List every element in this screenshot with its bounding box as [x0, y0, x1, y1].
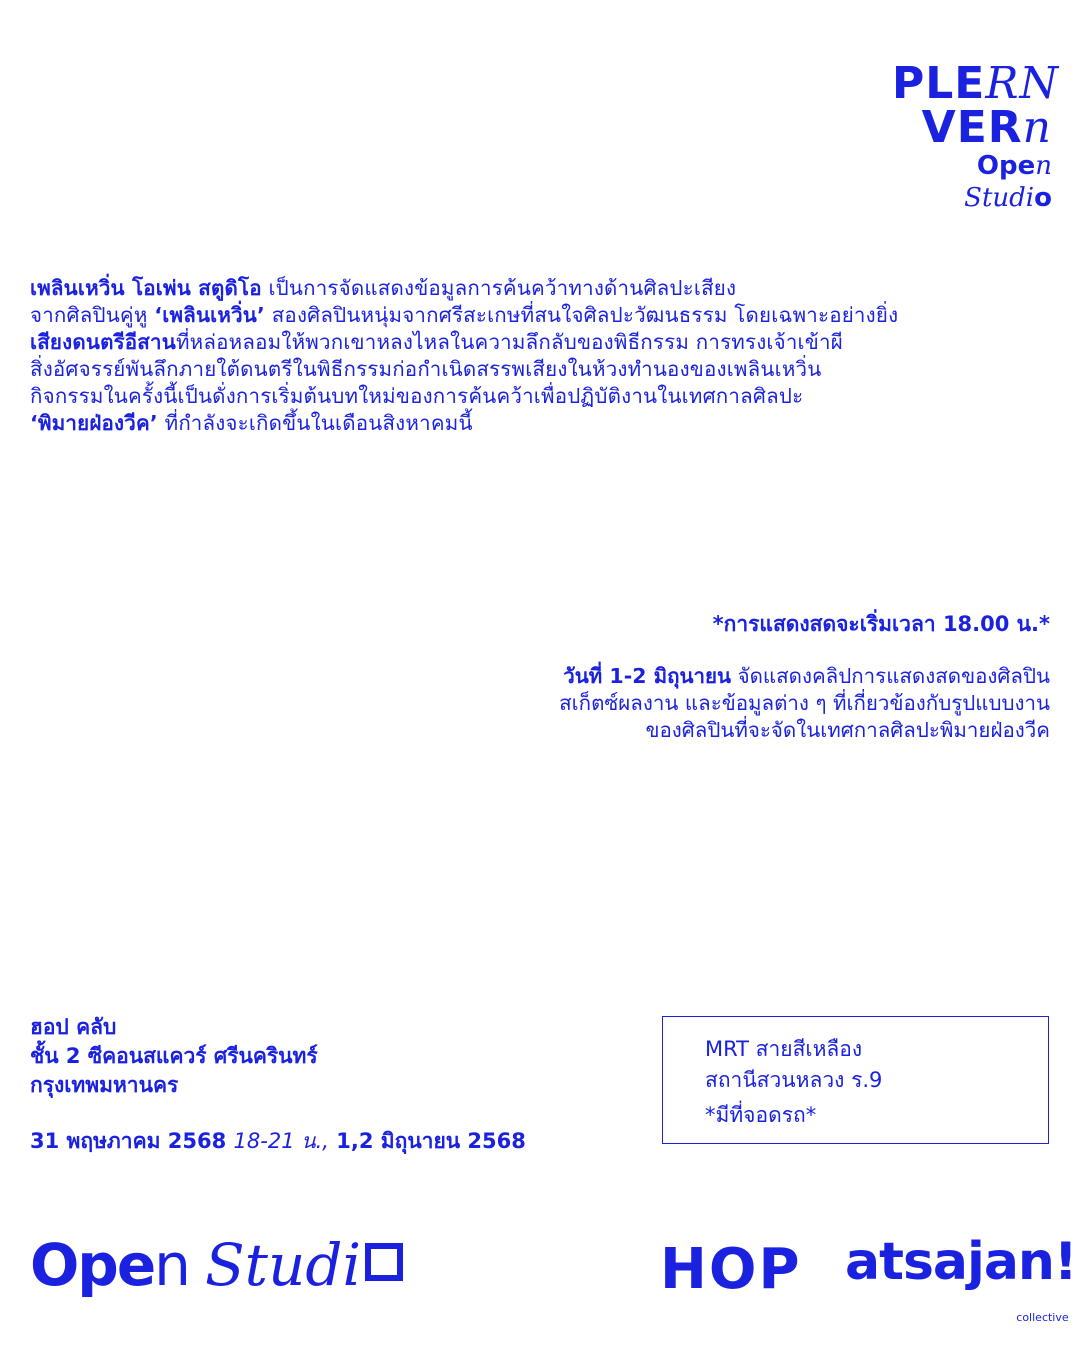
live-performance-note: *การแสดงสดจะเริ่มเวลา 18.00 น.* — [712, 612, 1050, 636]
intro-line-4: สิ่งอัศจรรย์พันลึกภายใต้ดนตรีในพิธีกรรมก่อกำเนิดสรรพเสียงในห้วงทำนองของเพลินเหวิ่น — [30, 357, 822, 381]
schedule-line-1 — [490, 663, 1050, 690]
square-o-icon — [365, 1243, 403, 1281]
logo-line-3-a: Ope — [976, 151, 1036, 181]
atsajan-logo-main: atsajan! — [845, 1232, 1077, 1292]
logo-line-3-b: n Studi — [964, 151, 1052, 213]
venue-name: ฮอป คลับ — [30, 1015, 117, 1039]
open-studio-logo — [30, 1230, 403, 1300]
event-time: 18-21 น., — [233, 1129, 329, 1153]
schedule-line-2: สเก็ตซ์ผลงาน และข้อมูลต่าง ๆ ที่เกี่ยวข้องกับรูปแบบงาน — [559, 691, 1050, 715]
atsajan-logo-sub: collective — [1016, 1311, 1069, 1324]
venue-info — [30, 1013, 318, 1100]
logo-line-2-b: n — [1022, 102, 1052, 153]
logo-line-2 — [892, 102, 1052, 153]
intro-line-2 — [30, 302, 1030, 329]
open-logo-studio: Studi — [204, 1231, 362, 1299]
mrt-line: MRT สายสีเหลือง — [705, 1037, 863, 1061]
intro-line-6 — [30, 410, 1030, 437]
schedule-text — [490, 663, 1050, 744]
atsajan-logo — [845, 1232, 1077, 1324]
parking-note: *มีที่จอดรถ* — [705, 1103, 817, 1127]
intro-title: เพลินเหวิ่น โอเพ่น สตูดิโอ — [30, 276, 262, 300]
intro-line-6-text: ที่กำลังจะเกิดขึ้นในเดือนสิงหาคมนี้ — [157, 411, 473, 435]
date-2: 1,2 มิถุนายน 2568 — [328, 1129, 526, 1153]
mrt-station: สถานีสวนหลวง ร.9 — [705, 1068, 883, 1092]
intro-line-3-text: ที่หล่อหลอมให้พวกเขาหลงไหลในความลึกลับของพิธีกรรม การทรงเจ้าเข้าผี — [175, 330, 843, 354]
intro-festival-name: ‘พิมายฝ่องวีค’ — [30, 411, 158, 435]
intro-paragraph — [30, 275, 1030, 437]
intro-line-2-a: จากศิลปินคู่หู — [30, 303, 155, 327]
schedule-line-1-text: จัดแสดงคลิปการแสดงสดของศิลปิน — [731, 664, 1050, 688]
logo-line-1 — [892, 58, 1059, 109]
logo-line-1-b: RN — [985, 58, 1059, 109]
intro-artist-name: ‘เพลินเหวิ่น’ — [154, 303, 265, 327]
hop-logo: HOP — [660, 1237, 802, 1302]
open-logo-n: n — [154, 1231, 191, 1299]
logo-line-1-a: PLE — [892, 58, 986, 109]
intro-line-2-text: สองศิลปินหนุ่มจากศรีสะเกษที่สนใจศิลปะวัฒนธรรม โดยเฉพาะอย่างยิ่ง — [265, 303, 899, 327]
transport-box — [662, 1016, 1049, 1144]
venue-city: กรุงเทพมหานคร — [30, 1073, 179, 1097]
event-dates — [30, 1127, 526, 1156]
open-logo-part-1: Ope — [30, 1231, 155, 1299]
intro-line-1-text: เป็นการจัดแสดงข้อมูลการค้นคว้าทางด้านศิลปะเสียง — [261, 276, 737, 300]
plern-vern-logo — [892, 58, 1059, 214]
logo-line-2-a: VER — [921, 102, 1023, 153]
intro-line-5: กิจกรรมในครั้งนี้เป็นดั่งการเริ่มต้นบทใหม่ของการค้นคว้าเพื่อปฏิบัติงานในเทศกาลศิลปะ — [30, 384, 804, 408]
venue-floor: ชั้น 2 ซีคอนสแควร์ ศรีนครินทร์ — [30, 1044, 318, 1068]
intro-isan-music: เสียงดนตรีอีสาน — [30, 330, 176, 354]
logo-line-3 — [892, 150, 1052, 214]
intro-line-3 — [30, 329, 1030, 356]
intro-line-1 — [30, 275, 1030, 302]
logo-line-3-c: o — [1034, 183, 1052, 213]
date-1: 31 พฤษภาคม 2568 — [30, 1129, 234, 1153]
schedule-dates: วันที่ 1-2 มิถุนายน — [563, 664, 732, 688]
schedule-line-3: ของศิลปินที่จะจัดในเทศกาลศิลปะพิมายฝ่องวีค — [645, 718, 1050, 742]
